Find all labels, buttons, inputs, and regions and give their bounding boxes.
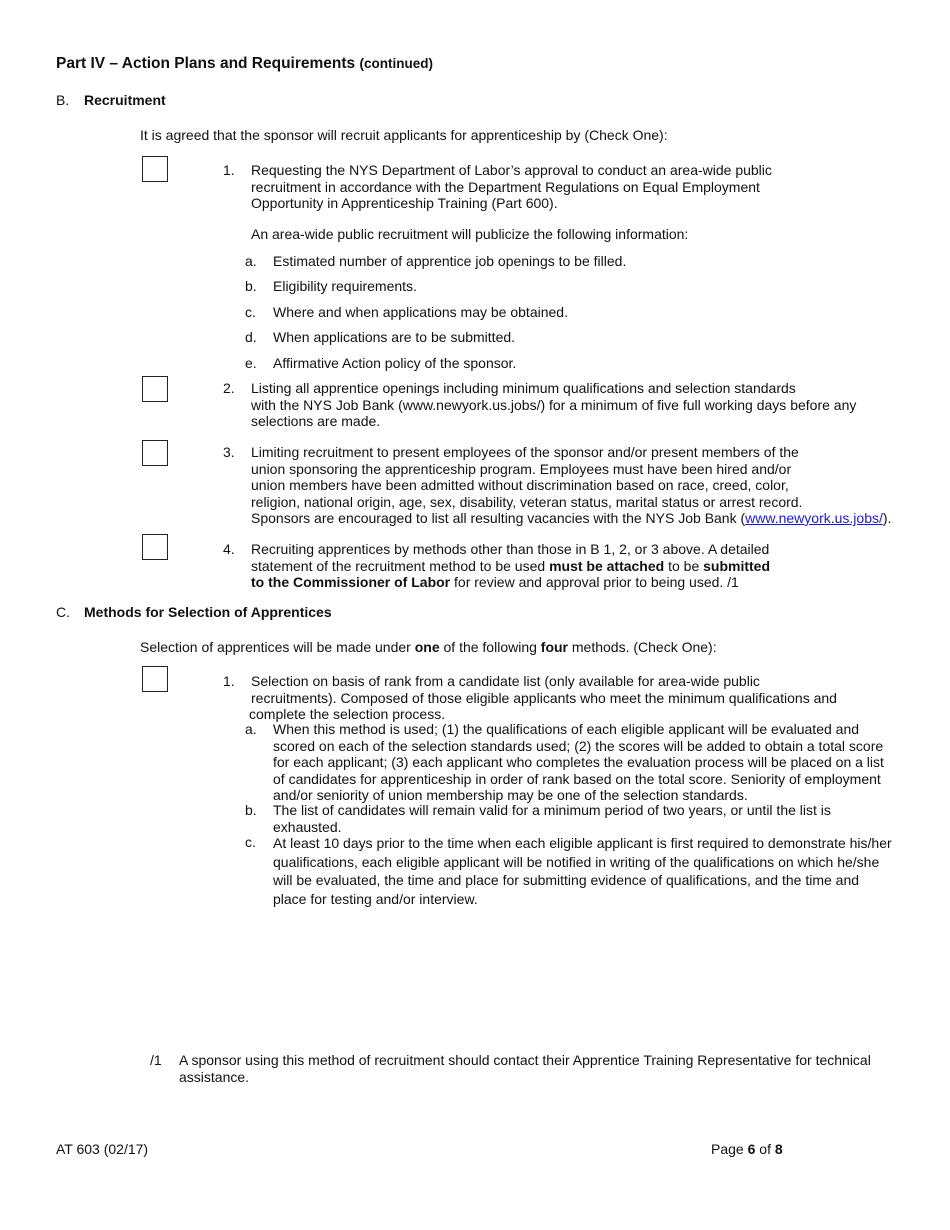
checkbox-recruitment-other-methods[interactable] [142, 534, 168, 560]
footnote-mark: /1 [150, 1052, 162, 1068]
subitem-text: Estimated number of apprentice job openings to be filled. [273, 253, 627, 269]
option-b4-text: Recruiting apprentices by methods other than those in B 1, 2, or 3 above. A detailed statement of the recruitment method to be used must be attached to be submitted to the Commissioner of Labor for review and approval prior to being used. /1 [251, 541, 771, 590]
subitem-letter: d. [245, 329, 257, 345]
checkbox-recruitment-job-bank[interactable] [142, 376, 168, 402]
subitem-letter: c. [245, 834, 256, 850]
option-c1-text: Selection on basis of rank from a candidate list (only available for area-wide public recruitments). Composed of those eligible applicants who meet the minimum qualifications and complete the selection process. [249, 673, 837, 722]
checkbox-recruitment-area-wide[interactable] [142, 156, 168, 182]
subitem-letter: a. [245, 253, 257, 269]
job-bank-link[interactable]: www.newyork.us.jobs/ [745, 510, 883, 526]
subitem-text: When applications are to be submitted. [273, 329, 516, 345]
section-c-heading: C. Methods for Selection of Apprentices [56, 604, 332, 620]
page-title: Part IV – Action Plans and Requirements (continued) [56, 55, 433, 72]
subitem-letter: c. [245, 304, 256, 320]
option-b3-text: Limiting recruitment to present employees of the sponsor and/or present members of the union sponsoring the apprenticeship program. Employees must have been hired and/or union members have been admitted without discrimination based on race, creed, color, religion, national origin, age, sex, disability, veteran status, marital status or arrest record. Sponsors are encouraged to list all resulting vacancies with the NYS Job Bank (www.newyork.us.jobs/). [251, 444, 892, 526]
checkbox-selection-rank-list[interactable] [142, 666, 168, 692]
option-b1-text: Requesting the NYS Department of Labor’s approval to conduct an area-wide public recruitment in accordance with the Department Regulations on Equal Employment Opportunity in Apprenticeship Training (Part 600). [251, 162, 772, 211]
subitem-text: When this method is used; (1) the qualifications of each eligible applicant will be evaluated and scored on each of the selection standards used; (2) the scores will be added to obtain a total score for each applicant; (3) each applicant who completes the evaluation process will be placed on a list of candidates for apprenticeship in order of rank based on the total score. Seniority of employment and/or seniority of union membership may be one of the selection standards. [273, 721, 884, 803]
subitem-letter: e. [245, 355, 257, 371]
subitem-text: Affirmative Action policy of the sponsor. [273, 355, 517, 371]
page-indicator: Page 6 of 8 [711, 1141, 783, 1157]
option-number: 1. [223, 673, 235, 689]
option-number: 1. [223, 162, 235, 178]
option-number: 4. [223, 541, 235, 557]
footnote-text: A sponsor using this method of recruitment should contact their Apprentice Training Representative for technical assistance. [179, 1052, 871, 1085]
section-b-heading: B. Recruitment [56, 92, 166, 108]
subitem-letter: b. [245, 802, 257, 818]
option-b1-subintro: An area-wide public recruitment will publicize the following information: [251, 226, 689, 242]
subitem-text: The list of candidates will remain valid for a minimum period of two years, or until the list is exhausted. [273, 802, 831, 835]
subitem-text: Where and when applications may be obtained. [273, 304, 568, 320]
subitem-letter: a. [245, 721, 257, 737]
subitem-letter: b. [245, 278, 257, 294]
section-c-intro: Selection of apprentices will be made under one of the following four methods. (Check One): [140, 639, 717, 655]
section-b-intro: It is agreed that the sponsor will recruit applicants for apprenticeship by (Check One): [140, 127, 668, 143]
checkbox-recruitment-present-employees[interactable] [142, 440, 168, 466]
option-number: 3. [223, 444, 235, 460]
subitem-text: Eligibility requirements. [273, 278, 417, 294]
option-b2-text: Listing all apprentice openings including minimum qualifications and selection standards with the NYS Job Bank (www.newyork.us.jobs/) for a minimum of five full working days before any selections are made. [251, 380, 857, 429]
option-number: 2. [223, 380, 235, 396]
form-id: AT 603 (02/17) [56, 1141, 149, 1157]
continued-label: (continued) [359, 56, 433, 71]
subitem-text: At least 10 days prior to the time when each eligible applicant is first required to demonstrate his/her qualifications, each eligible applicant will be notified in writing of the qualifications on which he/she will be evaluated, the time and place for submitting evidence of qualifications, and the time and place for testing and/or interview. [273, 835, 892, 908]
